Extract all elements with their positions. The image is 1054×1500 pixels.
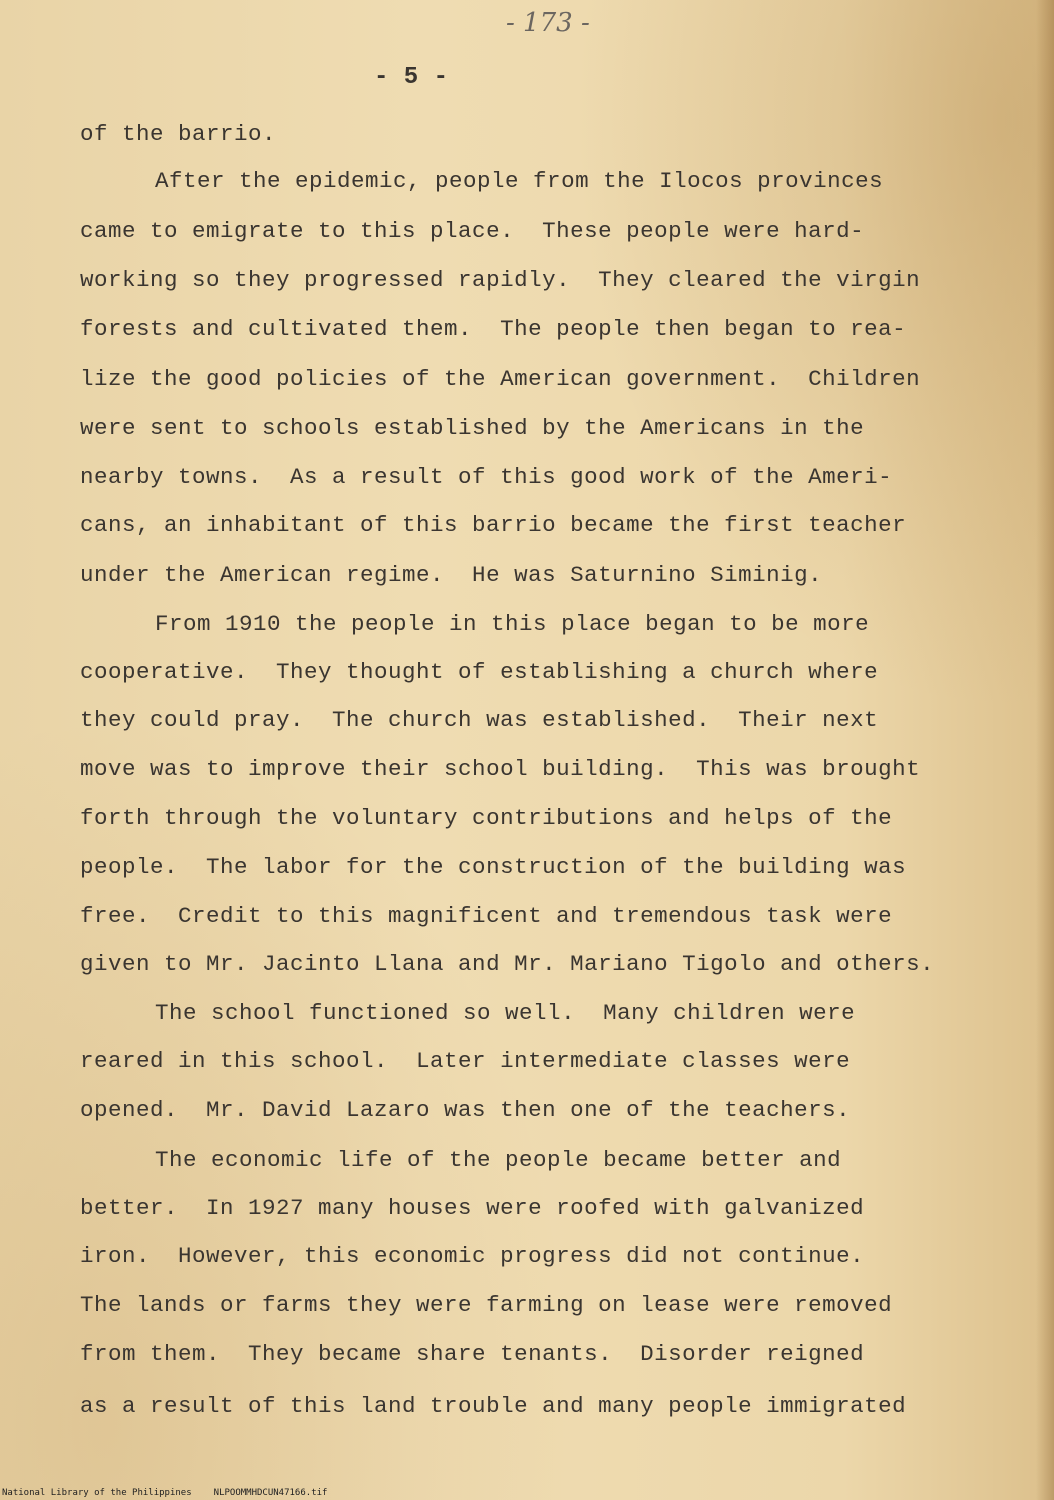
text-line: The economic life of the people became better and bbox=[155, 1147, 842, 1173]
text-line: After the epidemic, people from the Ilocos provinces bbox=[155, 168, 884, 194]
library-credit: National Library of the Philippines bbox=[2, 1488, 192, 1498]
text-line: were sent to schools established by the Americans in the bbox=[80, 415, 865, 441]
file-id: NLPOOMMHDCUN47166.tif bbox=[213, 1488, 328, 1498]
archive-page-number: - 173 - bbox=[506, 8, 590, 38]
text-line: working so they progressed rapidly. They cleared the virgin bbox=[80, 267, 921, 293]
text-line: better. In 1927 many houses were roofed with galvanized bbox=[80, 1195, 865, 1221]
text-line: From 1910 the people in this place began to be more bbox=[155, 611, 870, 637]
scan-footer bbox=[2, 1488, 349, 1498]
page-number: - 5 - bbox=[374, 64, 449, 91]
text-line: from them. They became share tenants. Disorder reigned bbox=[80, 1341, 865, 1367]
text-line: cooperative. They thought of establishing a church where bbox=[80, 659, 879, 685]
text-line: people. The labor for the construction of the building was bbox=[80, 854, 907, 880]
text-line: forth through the voluntary contributions and helps of the bbox=[80, 805, 893, 831]
text-line: forests and cultivated them. The people then began to rea- bbox=[80, 316, 907, 342]
text-line: reared in this school. Later intermediate classes were bbox=[80, 1048, 851, 1074]
text-line: lize the good policies of the American government. Children bbox=[80, 366, 921, 392]
text-line: The lands or farms they were farming on lease were removed bbox=[80, 1292, 893, 1318]
text-line: under the American regime. He was Saturnino Siminig. bbox=[80, 562, 823, 588]
text-line: cans, an inhabitant of this barrio became the first teacher bbox=[80, 512, 907, 538]
text-line: nearby towns. As a result of this good work of the Ameri- bbox=[80, 464, 893, 490]
text-line: given to Mr. Jacinto Llana and Mr. Mariano Tigolo and others. bbox=[80, 951, 935, 977]
text-line: iron. However, this economic progress did not continue. bbox=[80, 1243, 865, 1269]
text-line: move was to improve their school building. This was brought bbox=[80, 756, 921, 782]
paper-edge-shadow bbox=[1036, 0, 1054, 1500]
text-line: of the barrio. bbox=[80, 121, 277, 147]
text-line: opened. Mr. David Lazaro was then one of the teachers. bbox=[80, 1097, 851, 1123]
text-line: they could pray. The church was established. Their next bbox=[80, 707, 879, 733]
text-line: The school functioned so well. Many children were bbox=[155, 1000, 856, 1026]
text-line: as a result of this land trouble and many people immigrated bbox=[80, 1393, 907, 1419]
text-line: free. Credit to this magnificent and tremendous task were bbox=[80, 903, 893, 929]
text-line: came to emigrate to this place. These people were hard- bbox=[80, 218, 865, 244]
